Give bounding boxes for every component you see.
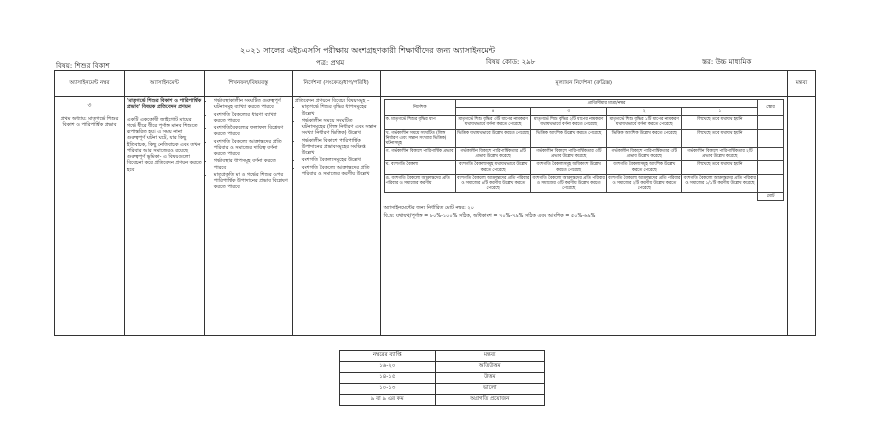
rubric-cell: বংশগতি বৈকল্যে আক্রান্তদের প্রতি পরিবার ও সমাজের ১/১টি করণীয় উল্লেখ করেছে	[682, 174, 758, 192]
col-remarks: মন্তব্য	[787, 71, 815, 97]
rubric-cell: গর্ভকালীন বিকাশে পারিপার্শ্বিকতার ৪টি প্রভাব উল্লেখ করেছে	[455, 148, 531, 161]
rubric-table	[384, 99, 784, 201]
rubric-score-header: স্কোর	[758, 100, 784, 116]
assignment-table	[54, 70, 816, 336]
instruction-item: • বংশগতি বৈকল্যসমূহের উল্লেখ	[302, 157, 378, 163]
rubric-cell: ভিত্তিক আংশিক উল্লেখ করতে পেরেছে	[531, 129, 607, 147]
rubric-cell: লিখেছে তবে যথাযথ হয়নি	[682, 161, 758, 174]
instruction-item: • গর্ভকালীন সময়ে সংঘটিত ঘটনাসমূহের (লিঙ্গ নির্ধারণ এবং সন্তান সংখ্যা নির্ধারণ ভিত্তিক) উল্লেখ	[302, 118, 378, 137]
rubric-criteria-header: নির্দেশক	[384, 100, 455, 116]
rubric-cell	[380, 97, 787, 336]
col-assignment-number: অ্যাসাইনমেন্ট নম্বর	[55, 71, 125, 97]
outcome-item: • মাতৃপ্রকৃতি মা ও গর্ভের শিশুর ওপর পারিপার্শ্বিক উপাদানের প্রভাব বিশ্লেষণ করতে পারবে	[214, 172, 290, 191]
rubric-cell: মাতৃগর্ভে শিশু বৃদ্ধির ৩টি ধাপের নামকরণ যথাযথভাবে বর্ণনা করতে পেরেছে	[455, 116, 531, 129]
grade-remark: অগ্রগতি প্রয়োজন	[435, 395, 544, 406]
grade-range: ১৬-২০	[340, 362, 436, 373]
instructions-cell	[292, 97, 380, 336]
rubric-row	[384, 148, 783, 161]
rubric-cell: মাতৃগর্ভে শিশু বৃদ্ধির ১টি ধাপের নামকরণ যথাযথভাবে বর্ণনা করতে পেরেছে	[606, 116, 682, 129]
rubric-cell: বংশগতি বৈকল্যে আক্রান্তদের প্রতি পরিবার ও সমাজের ২টি করণীয় উল্লেখ করতে পেরেছে	[608, 175, 681, 192]
rubric-cell: মাতৃগর্ভে শিশু বৃদ্ধির ২টি ধাপের নামকরণ যথাযথভাবে বর্ণনা করতে পেরেছে	[531, 116, 607, 129]
rubric-cell: গর্ভকালীন বিকাশে পারিপার্শ্বিকতার ৩টি প্রভাব উল্লেখ করেছে	[531, 148, 607, 161]
instruction-item: • গর্ভকালীন বিকাশে পারিপার্শ্বিক উপাদানের প্রভাবসমূহের সংক্ষিপ্ত উল্লেখ	[302, 138, 378, 157]
outcome-item: • বংশগতি বৈকল্যের ধারণা ব্যাখ্যা করতে পারবে	[214, 112, 290, 125]
rubric-criterion: ক. মাতৃগর্ভে শিশুর বৃদ্ধির ধাপ	[384, 116, 455, 129]
rubric-row	[384, 116, 783, 129]
instruction-item: • মাতৃগর্ভে শিশুর বৃদ্ধির ধাপসমূহের উল্লেখ	[302, 104, 378, 117]
learning-outcomes-cell	[204, 97, 292, 336]
rubric-cell: বংশগতি বৈকল্যে আক্রান্তদের প্রতি পরিবার ও সমাজের ৪টি করণীয় উল্লেখ করতে পেরেছে	[456, 175, 530, 192]
rubric-level: ৪	[455, 108, 531, 116]
rubric-cell: বংশগতি বৈকল্যসমূহ যথাযথভাবে উল্লেখ করতে পেরেছে	[455, 161, 531, 174]
rubric-score	[758, 174, 784, 192]
grade-remark: উত্তম	[435, 373, 544, 384]
outcome-item: • গর্ভাবস্থার ধাপসমূহ বর্ণনা করতে পারবে	[214, 158, 290, 171]
rubric-score	[758, 161, 784, 174]
grade-remark: অতিউত্তম	[435, 362, 544, 373]
rubric-cell: ভিত্তিক যথাযথভাবে উল্লেখ করতে পেরেছে	[455, 129, 531, 147]
assignment-title: 'মাতৃগর্ভে শিশুর বিকাশ ও পারিপার্শ্বিক প্রভাব' বিষয়ক প্রতিবেদন প্রণয়ন	[126, 98, 202, 111]
learning-outcomes-list	[207, 98, 290, 191]
rubric-criterion: ঙ. বংশগতি বৈকল্যে আক্রান্তদের প্রতি পরিবার ও সমাজের করণীয়	[384, 174, 455, 192]
grade-header-remark: মন্তব্য	[435, 351, 544, 362]
scale-note: বি.দ্র: যথাযথ/পূর্ণাঙ্গ = ৮০%-১০০% সঠিক, অধিকাংশ = ৭০%-৭৯% সঠিক এবং আংশিক = ৫০%-৬৯%	[383, 212, 596, 219]
rubric-level: ১	[682, 108, 758, 116]
total-marks-note: অ্যাসাইনমেন্টের জন্য নির্ধারিত মোট নম্বর: ২০	[383, 205, 474, 212]
chapter-name: প্রথম অধ্যায়: মাতৃগর্ভে শিশুর বিকাশ ও পারিপার্শ্বিক প্রভাব	[60, 115, 119, 128]
col-learning-outcomes: শিখনফল/বিষয়বস্তু	[204, 71, 292, 97]
assignment-cell	[124, 97, 204, 336]
paper-label: পত্র: প্রথম	[316, 59, 345, 67]
rubric-cell: বংশগতি বৈকল্যসমূহ অধিকাংশ উল্লেখ করতে পেরেছে	[531, 161, 607, 174]
rubric-criterion: ঘ. বংশগতি বৈকল্য	[384, 161, 455, 174]
rubric-level: ৩	[531, 108, 607, 116]
level-label: স্তর: উচ্চ মাধ্যমিক	[702, 58, 752, 66]
outcome-item: • বংশগতিবৈকল্যের ফলাফল বিশ্লেষণ করতে পারবে	[214, 125, 290, 138]
rubric-row	[384, 161, 783, 174]
rubric-cell: গর্ভকালীন বিকাশে পারিপার্শ্বিকতার ২টি প্রভাব উল্লেখ করেছে	[682, 148, 758, 161]
col-instructions: নির্দেশনা (সংকেত/ধাপ/পরিধি)	[292, 71, 380, 97]
grade-row	[340, 362, 545, 373]
assignment-number: ৩	[87, 102, 92, 109]
rubric-row	[384, 174, 783, 192]
instructions-intro: প্রতিবেদন প্রণয়নে বিবেচ্য বিষয়সমূহ –	[294, 98, 370, 104]
outcome-item: • বংশগতি বৈকল্যে আক্রান্তদের প্রতি পরিবার ও সমাজের দায়িত্ব বর্ণনা করতে পারবে	[214, 139, 290, 158]
grade-table	[339, 350, 545, 406]
rubric-criterion: খ. গর্ভকালীন সময়ে সংঘটিত (লিঙ্গ নির্ধারণ এবং সন্তান সংখ্যার ভিত্তিক) ঘটনাসমূহ	[384, 129, 455, 147]
rubric-score	[758, 148, 784, 161]
subject-code-label: বিষয় কোড: ২৯৮	[486, 58, 536, 66]
instruction-item: • বংশগতি বৈকল্যে আক্রান্তদের প্রতি পরিবার ও সমাজের করণীয় উল্লেখ	[302, 165, 378, 178]
rubric-score	[758, 116, 784, 129]
rubric-score	[758, 129, 784, 147]
grade-row	[340, 395, 545, 406]
rubric-cell: লিখেছে তবে যথাযথ হয়নি	[682, 129, 758, 147]
rubric-cell: গর্ভকালীন বিকাশে পারিপার্শ্বিকতার ৩টি প্রভাব উল্লেখ করেছে	[606, 148, 682, 161]
rubric-criterion: গ. গর্ভকালীন বিকাশে পারিপার্শ্বিক প্রভাব	[384, 148, 455, 161]
grade-remark: ভালো	[435, 384, 544, 395]
outcome-item: • গর্ভাবস্থাকালীন সংঘটিত গুরুত্বপূর্ণ ঘটনাসমূহ ব্যাখ্যা করতে পারবে	[214, 98, 290, 111]
rubric-total-label: মোট	[758, 193, 784, 201]
assignment-body: একটি এককোষী জাইগোট মায়ের গর্ভে ধীরে ধীরে পূর্ণাঙ্গ মানব শিশুতে রূপান্তরিত হয়। এ সময় নানা গুরুত্বপূর্ণ ঘটনা ঘটে, যার কিছু ইতিবাচক, কিছু নেতিবাচক এবং তখন পরিবার আর সমাজেরও রয়েছে গুরুত্বপূর্ণ ভূমিকা- এ বিষয়গুলো বিবেচনা করে প্রতিবেদন প্রণয়ন করতে হবে	[126, 116, 202, 173]
grade-row	[340, 373, 545, 384]
rubric-cell: বংশগতি বৈকল্যসমূহ আংশিক উল্লেখ করতে পেরেছে	[606, 161, 682, 174]
grade-range: ৯ বা ৯ এর কম	[340, 395, 436, 406]
grade-header-range: নম্বরের ব্যাপ্তি	[340, 351, 436, 362]
rubric-level: ২	[606, 108, 682, 116]
instructions-list	[295, 104, 378, 177]
rubric-cell: লিখেছে তবে যথাযথ হয়নি	[682, 116, 758, 129]
remarks-cell	[787, 97, 815, 336]
rubric-row	[384, 129, 783, 147]
grade-range: ১০-১৩	[340, 384, 436, 395]
col-rubric: মূল্যায়ন নির্দেশনা (রুব্রিক্স)	[380, 71, 787, 97]
subject-label: বিষয়: শিশুর বিকাশ	[56, 62, 110, 70]
rubric-cell: ভিত্তিক আংশিক উল্লেখ করতে পেরেছে	[606, 129, 682, 147]
page-title: ২০২১ সালের এইচএসসি পরীক্ষায় অংশগ্রহণকারী শিক্ষার্থীদের জন্য অ্যাসাইনমেন্ট	[240, 46, 496, 55]
assignment-row	[55, 97, 816, 336]
rubric-cell: বংশগতি বৈকল্যে আক্রান্তদের প্রতি পরিবার ও সমাজের ৩টি করণীয় উল্লেখ করতে পেরেছে	[532, 175, 605, 192]
rubric-scale-header: প্রাপ্তিসীমার মাত্রা/নম্বর	[455, 100, 757, 108]
grade-range: ১৪-১৫	[340, 373, 436, 384]
grade-row	[340, 384, 545, 395]
col-assignment: অ্যাসাইনমেন্ট	[124, 71, 204, 97]
assignment-number-cell	[55, 97, 125, 336]
